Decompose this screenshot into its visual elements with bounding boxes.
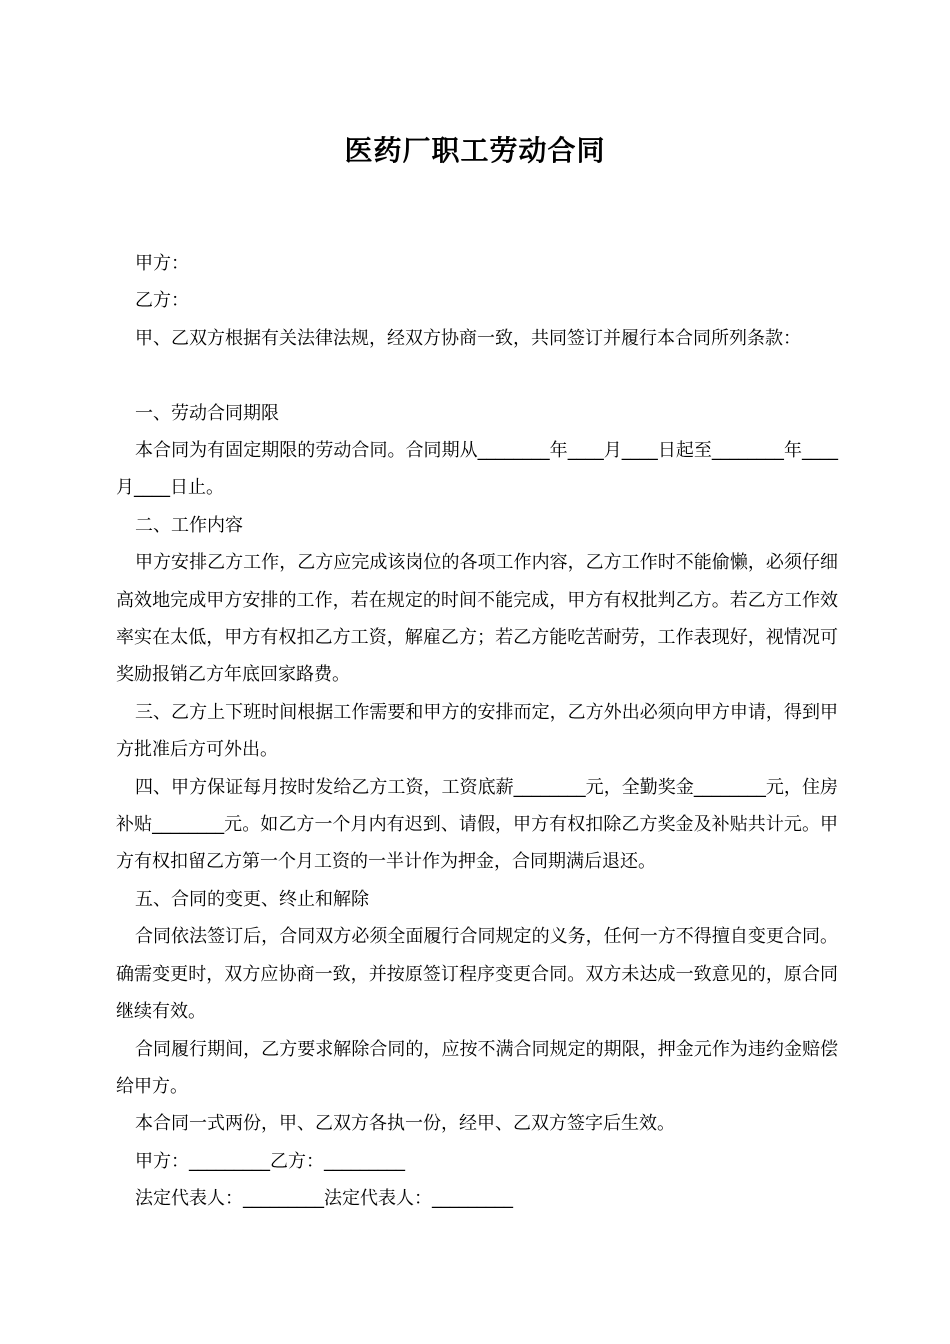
work-paragraph: 甲方安排乙方工作，乙方应完成该岗位的各项工作内容，乙方工作时不能偷懒，必须仔细高效地完成甲方安排的工作，若在规定的时间不能完成，甲方有权批判乙方。若乙方工作效率实在太低，甲方有权扣乙方工资，解雇乙方；若乙方能吃苦耐劳，工作表现好，视情况可奖励报销乙方年底回家路费。 [116, 552, 838, 686]
section-heading-work: 二、工作内容 [135, 514, 243, 536]
document-title: 医药厂职工劳动合同 [344, 134, 606, 167]
salary-paragraph: 四、甲方保证每月按时发给乙方工资，工资底薪________元，全勤奖金________元，住房补贴________元。如乙方一个月内有迟到、请假，甲方有权扣除乙方奖金及补贴共计元。甲方有权扣留乙方第一个月工资的一半计作为押金，合同期满后退还。 [116, 776, 838, 873]
termination-paragraph: 合同履行期间，乙方要求解除合同的，应按不满合同规定的期限，押金元作为违约金赔偿给甲方。 [116, 1038, 838, 1097]
party-b-line: 乙方： [135, 290, 189, 312]
blank-line [116, 357, 838, 394]
signature-representatives-line: 法定代表人：_________法定代表人：_________ [135, 1188, 513, 1210]
section-heading-term: 一、劳动合同期限 [135, 402, 279, 424]
term-paragraph: 本合同为有固定期限的劳动合同。合同期从________年____月____日起至________年____月____日止。 [116, 440, 838, 499]
copies-paragraph: 本合同一式两份，甲、乙双方各执一份，经甲、乙双方签字后生效。 [135, 1113, 675, 1135]
change-paragraph: 合同依法签订后，合同双方必须全面履行合同规定的义务，任何一方不得擅自变更合同。确需变更时，双方应协商一致，并按原签订程序变更合同。双方未达成一致意见的，原合同继续有效。 [116, 926, 838, 1023]
signature-parties-line: 甲方：_________乙方：_________ [135, 1150, 405, 1172]
hours-paragraph: 三、乙方上下班时间根据工作需要和甲方的安排而定，乙方外出必须向甲方申请，得到甲方批准后方可外出。 [116, 701, 838, 761]
preamble-paragraph: 甲、乙双方根据有关法律法规，经双方协商一致，共同签订并履行本合同所列条款： [135, 327, 801, 349]
party-a-line: 甲方： [135, 253, 189, 274]
section-heading-change: 五、合同的变更、终止和解除 [135, 888, 369, 910]
document-body [116, 245, 838, 1218]
